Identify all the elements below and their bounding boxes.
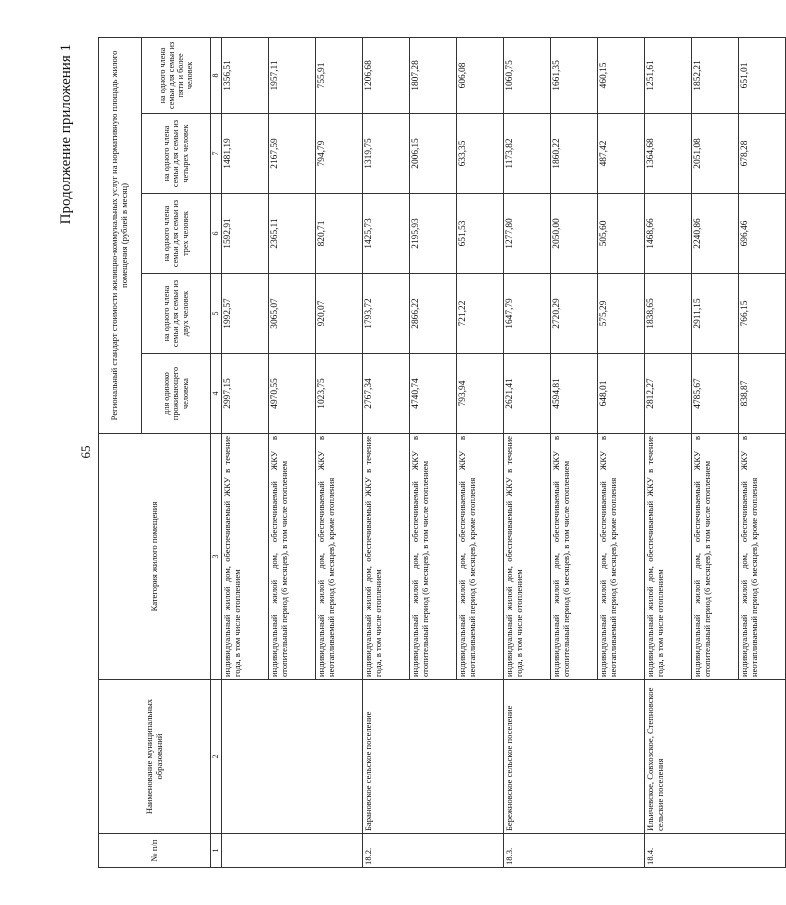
standard-value: 1060,75 [504,37,551,113]
standard-value: 1356,51 [222,37,269,113]
standard-value: 2767,34 [363,354,410,434]
housing-category: индивидуальный жилой дом, обеспечиваемый ЖКУ в отопительный период (6 месяцев), в том числе отоплением [410,434,457,680]
page-number: 65 [78,445,93,459]
housing-category: индивидуальный жилой дом, обеспечиваемый ЖКУ в отопительный период (6 месяцев), в том числе отоплением [551,434,598,680]
standard-value: 678,28 [739,114,786,194]
standard-value: 606,08 [457,37,504,113]
standard-value: 838,87 [739,354,786,434]
standard-value: 2365,11 [269,194,316,274]
standard-value: 4740,74 [410,354,457,434]
housing-category: индивидуальный жилой дом, обеспечиваемый ЖКУ в течение года, в том числе отоплением [504,434,551,680]
standard-value: 1277,80 [504,194,551,274]
standard-value: 2240,86 [692,194,739,274]
column-index: 6 [211,194,222,274]
standard-value: 2167,59 [269,114,316,194]
header-sub: на одного члена семьи для семьи из трех человек [142,194,211,274]
header-sub: на одного члена семьи для семьи из двух человек [142,274,211,354]
column-index: 5 [211,274,222,354]
header-municipality: Наименование муниципальных образований [99,680,211,834]
standard-value: 575,29 [598,274,645,354]
standard-value: 1319,75 [363,114,410,194]
standard-value: 1481,19 [222,114,269,194]
housing-category: индивидуальный жилой дом, обеспечиваемый ЖКУ в неотапливаемый период (6 месяцев), кроме отопления [316,434,363,680]
housing-category: индивидуальный жилой дом, обеспечиваемый ЖКУ в неотапливаемый период (6 месяцев), кроме отопления [739,434,786,680]
standard-value: 1852,21 [692,37,739,113]
standard-value: 2621,41 [504,354,551,434]
standard-value: 1251,61 [645,37,692,113]
standard-value: 648,01 [598,354,645,434]
standard-value: 721,22 [457,274,504,354]
standard-value: 2050,00 [551,194,598,274]
housing-category: индивидуальный жилой дом, обеспечиваемый ЖКУ в отопительный период (6 месяцев), в том числе отоплением [692,434,739,680]
standard-value: 1860,22 [551,114,598,194]
standard-value: 920,07 [316,274,363,354]
municipality-name [222,680,363,834]
standard-value: 1592,91 [222,194,269,274]
standard-value: 1661,35 [551,37,598,113]
standard-value: 2911,15 [692,274,739,354]
standard-value: 2195,93 [410,194,457,274]
housing-category: индивидуальный жилой дом, обеспечиваемый ЖКУ в неотапливаемый период (6 месяцев), кроме отопления [457,434,504,680]
column-index: 8 [211,37,222,113]
standard-value: 2006,15 [410,114,457,194]
header-sub: для одиноко проживающего человека [142,354,211,434]
standard-value: 794,79 [316,114,363,194]
row-number: 18.2. [363,834,504,868]
housing-category: индивидуальный жилой дом, обеспечиваемый ЖКУ в течение года, в том числе отоплением [222,434,269,680]
standard-value: 1838,65 [645,274,692,354]
table-body [222,37,786,867]
row-number: 18.4. [645,834,786,868]
standard-value: 460,15 [598,37,645,113]
header-sub: на одного члена семьи для семьи из пяти и более человек [142,37,211,113]
standard-value: 1647,79 [504,274,551,354]
standard-value: 1425,73 [363,194,410,274]
standard-value: 1023,75 [316,354,363,434]
housing-category: индивидуальный жилой дом, обеспечиваемый ЖКУ в неотапливаемый период (6 месяцев), кроме отопления [598,434,645,680]
housing-category: индивидуальный жилой дом, обеспечиваемый ЖКУ в отопительный период (6 месяцев), в том числе отоплением [269,434,316,680]
standard-value: 487,42 [598,114,645,194]
standard-value: 633,35 [457,114,504,194]
standard-value: 2720,29 [551,274,598,354]
standard-value: 766,15 [739,274,786,354]
standard-value: 1992,57 [222,274,269,354]
column-index: 1 [211,834,222,868]
municipality-name: Ильичевское, Совхозское, Степновское сельские поселения [645,680,786,834]
header-num: № п/п [99,834,211,868]
standard-value: 4785,67 [692,354,739,434]
column-index: 7 [211,114,222,194]
table-row [645,37,692,867]
column-index: 3 [211,434,222,680]
standard-value: 651,01 [739,37,786,113]
standard-value: 651,53 [457,194,504,274]
table-row [504,37,551,867]
standard-value: 1206,68 [363,37,410,113]
standard-value: 4970,55 [269,354,316,434]
standard-value: 505,60 [598,194,645,274]
header-standard: Региональный стандарт стоимости жилищно-коммунальных услуг на нормативную площадь жилого помещения (рублей в месяц) [99,37,142,433]
standard-value: 2997,15 [222,354,269,434]
row-number [222,834,363,868]
municipality-name: Барановское сельское поселение [363,680,504,834]
standard-value: 696,46 [739,194,786,274]
column-index: 4 [211,354,222,434]
table-row [222,37,269,867]
row-number: 18.3. [504,834,645,868]
standard-value: 1364,68 [645,114,692,194]
housing-category: индивидуальный жилой дом, обеспечиваемый ЖКУ в течение года, в том числе отоплением [363,434,410,680]
standard-value: 820,71 [316,194,363,274]
tariff-table [98,37,786,868]
continuation-title: Продолжение приложения 1 [58,44,74,225]
standard-value: 755,91 [316,37,363,113]
standard-value: 3065,07 [269,274,316,354]
standard-value: 793,94 [457,354,504,434]
standard-value: 1957,11 [269,37,316,113]
standard-value: 1793,72 [363,274,410,354]
header-sub: на одного члена семьи для семьи из четырех человек [142,114,211,194]
standard-value: 4594,81 [551,354,598,434]
standard-value: 1173,82 [504,114,551,194]
table-row [363,37,410,867]
rotated-page [50,22,759,882]
standard-value: 1807,28 [410,37,457,113]
column-index: 2 [211,680,222,834]
standard-value: 1468,66 [645,194,692,274]
standard-value: 2866,22 [410,274,457,354]
housing-category: индивидуальный жилой дом, обеспечиваемый ЖКУ в течение года, в том числе отоплением [645,434,692,680]
header-category: Категория жилого помещения [99,434,211,680]
standard-value: 2051,08 [692,114,739,194]
standard-value: 2812,27 [645,354,692,434]
municipality-name: Бережновское сельское поселение [504,680,645,834]
